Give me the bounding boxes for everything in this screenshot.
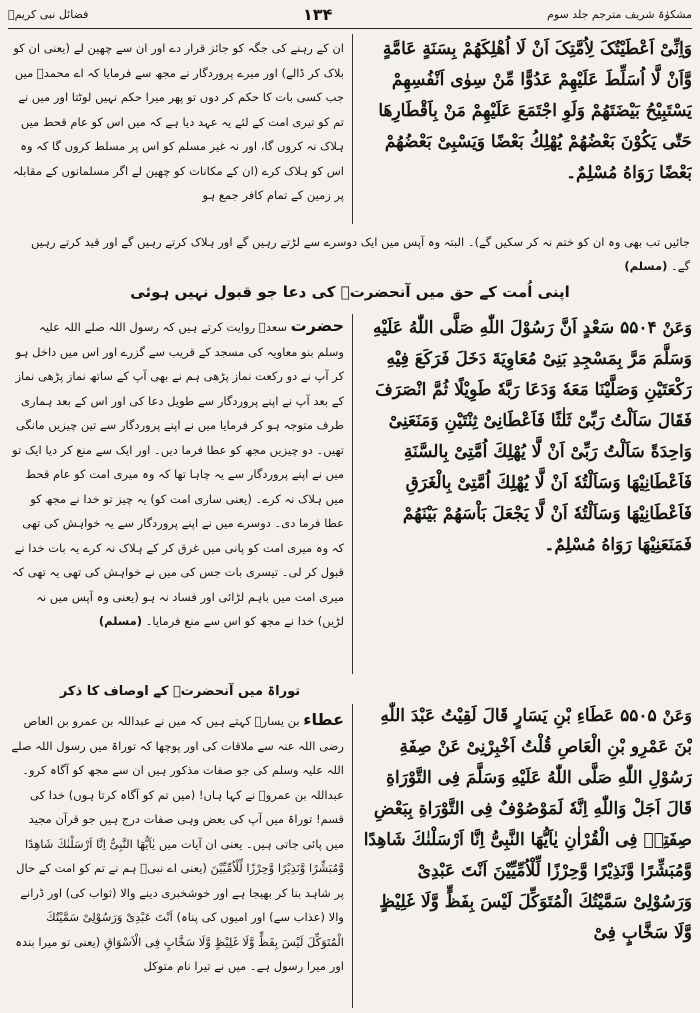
header-rule [8, 28, 692, 29]
page-header [8, 0, 692, 28]
column-divider [352, 704, 353, 1008]
hadith-lead-word: وَعَنْ [662, 318, 692, 337]
section-heading: اپنی اُمت کے حق میں آنحضرتؐ کی دعا جو قبول نہیں ہوئی [130, 283, 570, 301]
translation-lead-word: حضرت [290, 316, 344, 335]
section-subheading: توراۃ میں آنحضرتؐ کے اوصاف کا ذکر [59, 684, 301, 699]
top-continuation: جائیں تب بھی وہ ان کو ختم نہ کر سکیں گے)۔ البتہ وہ آپس میں ایک دوسرے سے لڑتے رہیں گے اور ہلاک کرتے رہیں گے اور قید کرتے رہیں گے۔ (مسلم) [31, 235, 690, 273]
hadith-arabic-text: وَعَنْ ۵۵۰۴ سَعْدٍ اَنَّ رَسُوْلَ اللّٰهِ صَلَّی اللّٰهُ عَلَیْهِ وَسَلَّمَ مَرَّ بِمَسْجِدِ بَنِیْ مُعَاوِیَةَ دَخَلَ فَرَكَعَ فِیْهِ رَكْعَتَیْنِ وَصَلَّیْنَا مَعَهٗ وَدَعَا رَبَّهٗ طَوِیْلًا ثُمَّ انْصَرَفَ فَقَالَ سَاَلْتُ رَبِّیْ ثَلٰثًا فَاَعْطَانِیْ ثِنْتَیْنِ وَمَنَعَنِیْ وَاحِدَةً سَاَلْتُ رَبِّیْ اَنْ لَّا یُهْلِكَ اُمَّتِیْ بِالسَّنَةِ فَاَعْطَانِیْهَا وَسَاَلْتُهٗ اَنْ لَّا یُهْلِكَ اُمَّتِیْ بِالْغَرَقِ فَاَعْطَانِیْهَا وَسَاَلْتُهٗ اَنْ لَّا یَجْعَلَ بَاْسَهُمْ بَیْنَهُمْ فَمَنَعَنِیْهَا رَوَاهُ مُسْلِمٌ۔ [372, 318, 692, 555]
hadith-urdu-translation: عطاء بن یسارؓ کہتے ہیں کہ میں نے عبداللہ بن عمرو بن العاص رضی اللہ عنہ سے ملاقات کی اور پوچھا کہ توراۃ میں رسول اللہ صلے اللہ علیہ وسلم کی جو صفات مذکور ہیں ان سے مجھ کو آگاہ کرو۔ عبداللہ بن عمروؓ نے کہا ہاں! (میں تم کو آگاہ کرتا ہوں) خدا کی قسم! توراۃ میں آپ کی بعض وہی صفات درج ہیں جو قرآن مجید میں پائی جاتی ہیں۔ یعنی ان آیات میں یٰاَیُّهَا النَّبِیُّ اِنَّا اَرْسَلْنٰكَ شَاهِدًا وَّمُبَشِّرًا وَّنَذِیْرًا وَّحِرْزًا لِّلْاُمِّیِّیْنَ (یعنی اے نبیؐ ہم نے تم کو امت کے حال پر شاہد بنا کر بھیجا ہے اور خوشخبری دینے والا (ثواب کی) اور ڈرانے والا (عذاب سے) اور امیوں کی پناہ) اَنْتَ عَبْدِیْ وَرَسُوْلِیْ سَمَّیْتُكَ الْمُتَوَكِّلَ لَیْسَ بِفَظٍّ وَّلَا غَلِیْظٍ وَّلَا سَخَّابٍ فِی الْاَسْوَاقِ (یعنی تو میرا بندہ اور میرا رسول ہے۔ میں نے تیرا نام متوکل [11, 710, 344, 973]
hadith-lead-word: وَعَنْ [662, 706, 692, 725]
page-number: ۱۳۴ [303, 4, 333, 24]
header-section-title: فضائل نبی کریمؐ [8, 7, 89, 21]
hadith-number: ۵۵۰۵ [620, 706, 657, 726]
hadith-reference: (مسلم) [98, 614, 142, 628]
column-divider [352, 314, 353, 674]
hadith-arabic-text: وَعَنْ ۵۵۰۵ عَطَاءِ بْنِ یَسَارٍ قَالَ لَقِیْتُ عَبْدَ اللّٰهِ بْنَ عَمْرِو بْنِ الْعَاصِ قُلْتُ اَخْبِرْنِیْ عَنْ صِفَةِ رَسُوْلِ اللّٰهِ صَلَّی اللّٰهُ عَلَیْهِ وَسَلَّمَ فِی التَّوْرَاةِ قَالَ اَجَلْ وَاللّٰهِ اِنَّهٗ لَمَوْصُوْفٌ فِی التَّوْرَاةِ بِبَعْضِ صِفَتِهٖ فِی الْقُرْاٰنِ یٰاَیُّهَا النَّبِیُّ اِنَّا اَرْسَلْنٰكَ شَاهِدًا وَّمُبَشِّرًا وَّنَذِیْرًا وَّحِرْزًا لِّلْاُمِّیِّیْنَ اَنْتَ عَبْدِیْ وَرَسُوْلِیْ سَمَّیْتُكَ الْمُتَوَكِّلَ لَیْسَ بِفَظٍّ وَّلَا غَلِیْظٍ وَّلَا سَخَّابٍ فِیْ [363, 706, 692, 943]
translation-lead-word: عطاء [303, 710, 344, 729]
hadith-reference: (مسلم) [624, 259, 668, 273]
top-arabic-text: وَاِنِّیْ اَعْطَیْتُکَ لِاُمَّتِکَ اَنْ لَا اُهْلِکَهُمْ بِسَنَةٍ عَامَّةٍ وَّاَنْ لَّا اُسَلِّطَ عَلَیْهِمْ عَدُوًّا مِّنْ سِوٰی اَنْفُسِهِمْ یَسْتَبِیْحُ بَیْضَتَهُمْ وَلَوِ اجْتَمَعَ عَلَیْهِمْ مَنْ بِاَقْطَارِهَا حَتّٰی یَکُوْنَ بَعْضُهُمْ یُهْلِكُ بَعْضًا وَیَسْبِیْ بَعْضُهُمْ بَعْضًا رَوَاهُ مُسْلِمٌ۔ [378, 39, 692, 183]
hadith-number: ۵۵۰۴ [620, 318, 657, 338]
column-divider [352, 34, 353, 224]
hadith-urdu-translation: حضرت سعدؓ روایت کرتے ہیں کہ رسول اللہ صلے اللہ علیہ وسلم بنو معاویہ کی مسجد کے قریب سے گزرے اور اس میں داخل ہو کر آپ نے دو رکعت نماز پڑھی ہم نے بھی آپ کے ساتھ نماز پڑھی نماز کے بعد آپ نے اپنے پروردگار سے طویل دعا کی اور اس کے بعد ہماری طرف متوجہ ہو کر فرمایا میں نے اپنے پروردگار سے تین چیزیں مانگی تھیں۔ دو چیزیں مجھ کو عطا فرما دیں۔ اور ایک سے منع کر دیا ایک تو میں نے اپنے پروردگار سے یہ چاہا تھا کہ وہ میری امت کو عام قحط میں ہلاک نہ کرے۔ (یعنی ساری امت کو) یہ چیز تو خدا نے مجھ کو عطا فرما دی۔ دوسرے میں نے اپنے پروردگار سے یہ خواہش کی تھی کہ وہ میری امت کو پانی میں غرق کر کے ہلاک نہ کرے یہ بات خدا نے قبول کر لی۔ تیسری بات جس کی میں نے خواہش کی تھی یہ تھی کہ میری امت میں باہم لڑائی اور فساد نہ ہو (یعنی وہ آپس میں نہ لڑیں) خدا نے مجھ کو اس سے منع فرمایا۔ (مسلم) [11, 316, 344, 628]
header-book-title: مشکوٰۃ شریف مترجم جلد سوم [547, 7, 692, 21]
top-urdu-translation: ان کے رہنے کی جگہ کو جائز قرار دے اور ان سے چھین لے (یعنی ان کو بلاک کر ڈالے) اور میرے پروردگار نے مجھ سے فرمایا کہ اے محمدؐ میں جب کسی بات کا حکم کر دوں تو پھر میرا حکم نہیں لوٹتا اور میں نے تم کو تیری امت کے لئے یہ عہد دیا ہے کہ میں اس کو عام قحط میں ہلاک نہ کروں گا، اور نہ غیر مسلم کو اس پر مسلط کروں گا کہ وہ اس کو ہلاک کرے (ان کے مکانات کو چھین لے اگر مسلمانوں کے مقابلہ پر زمین کے تمام کافر جمع ہو [12, 41, 344, 202]
